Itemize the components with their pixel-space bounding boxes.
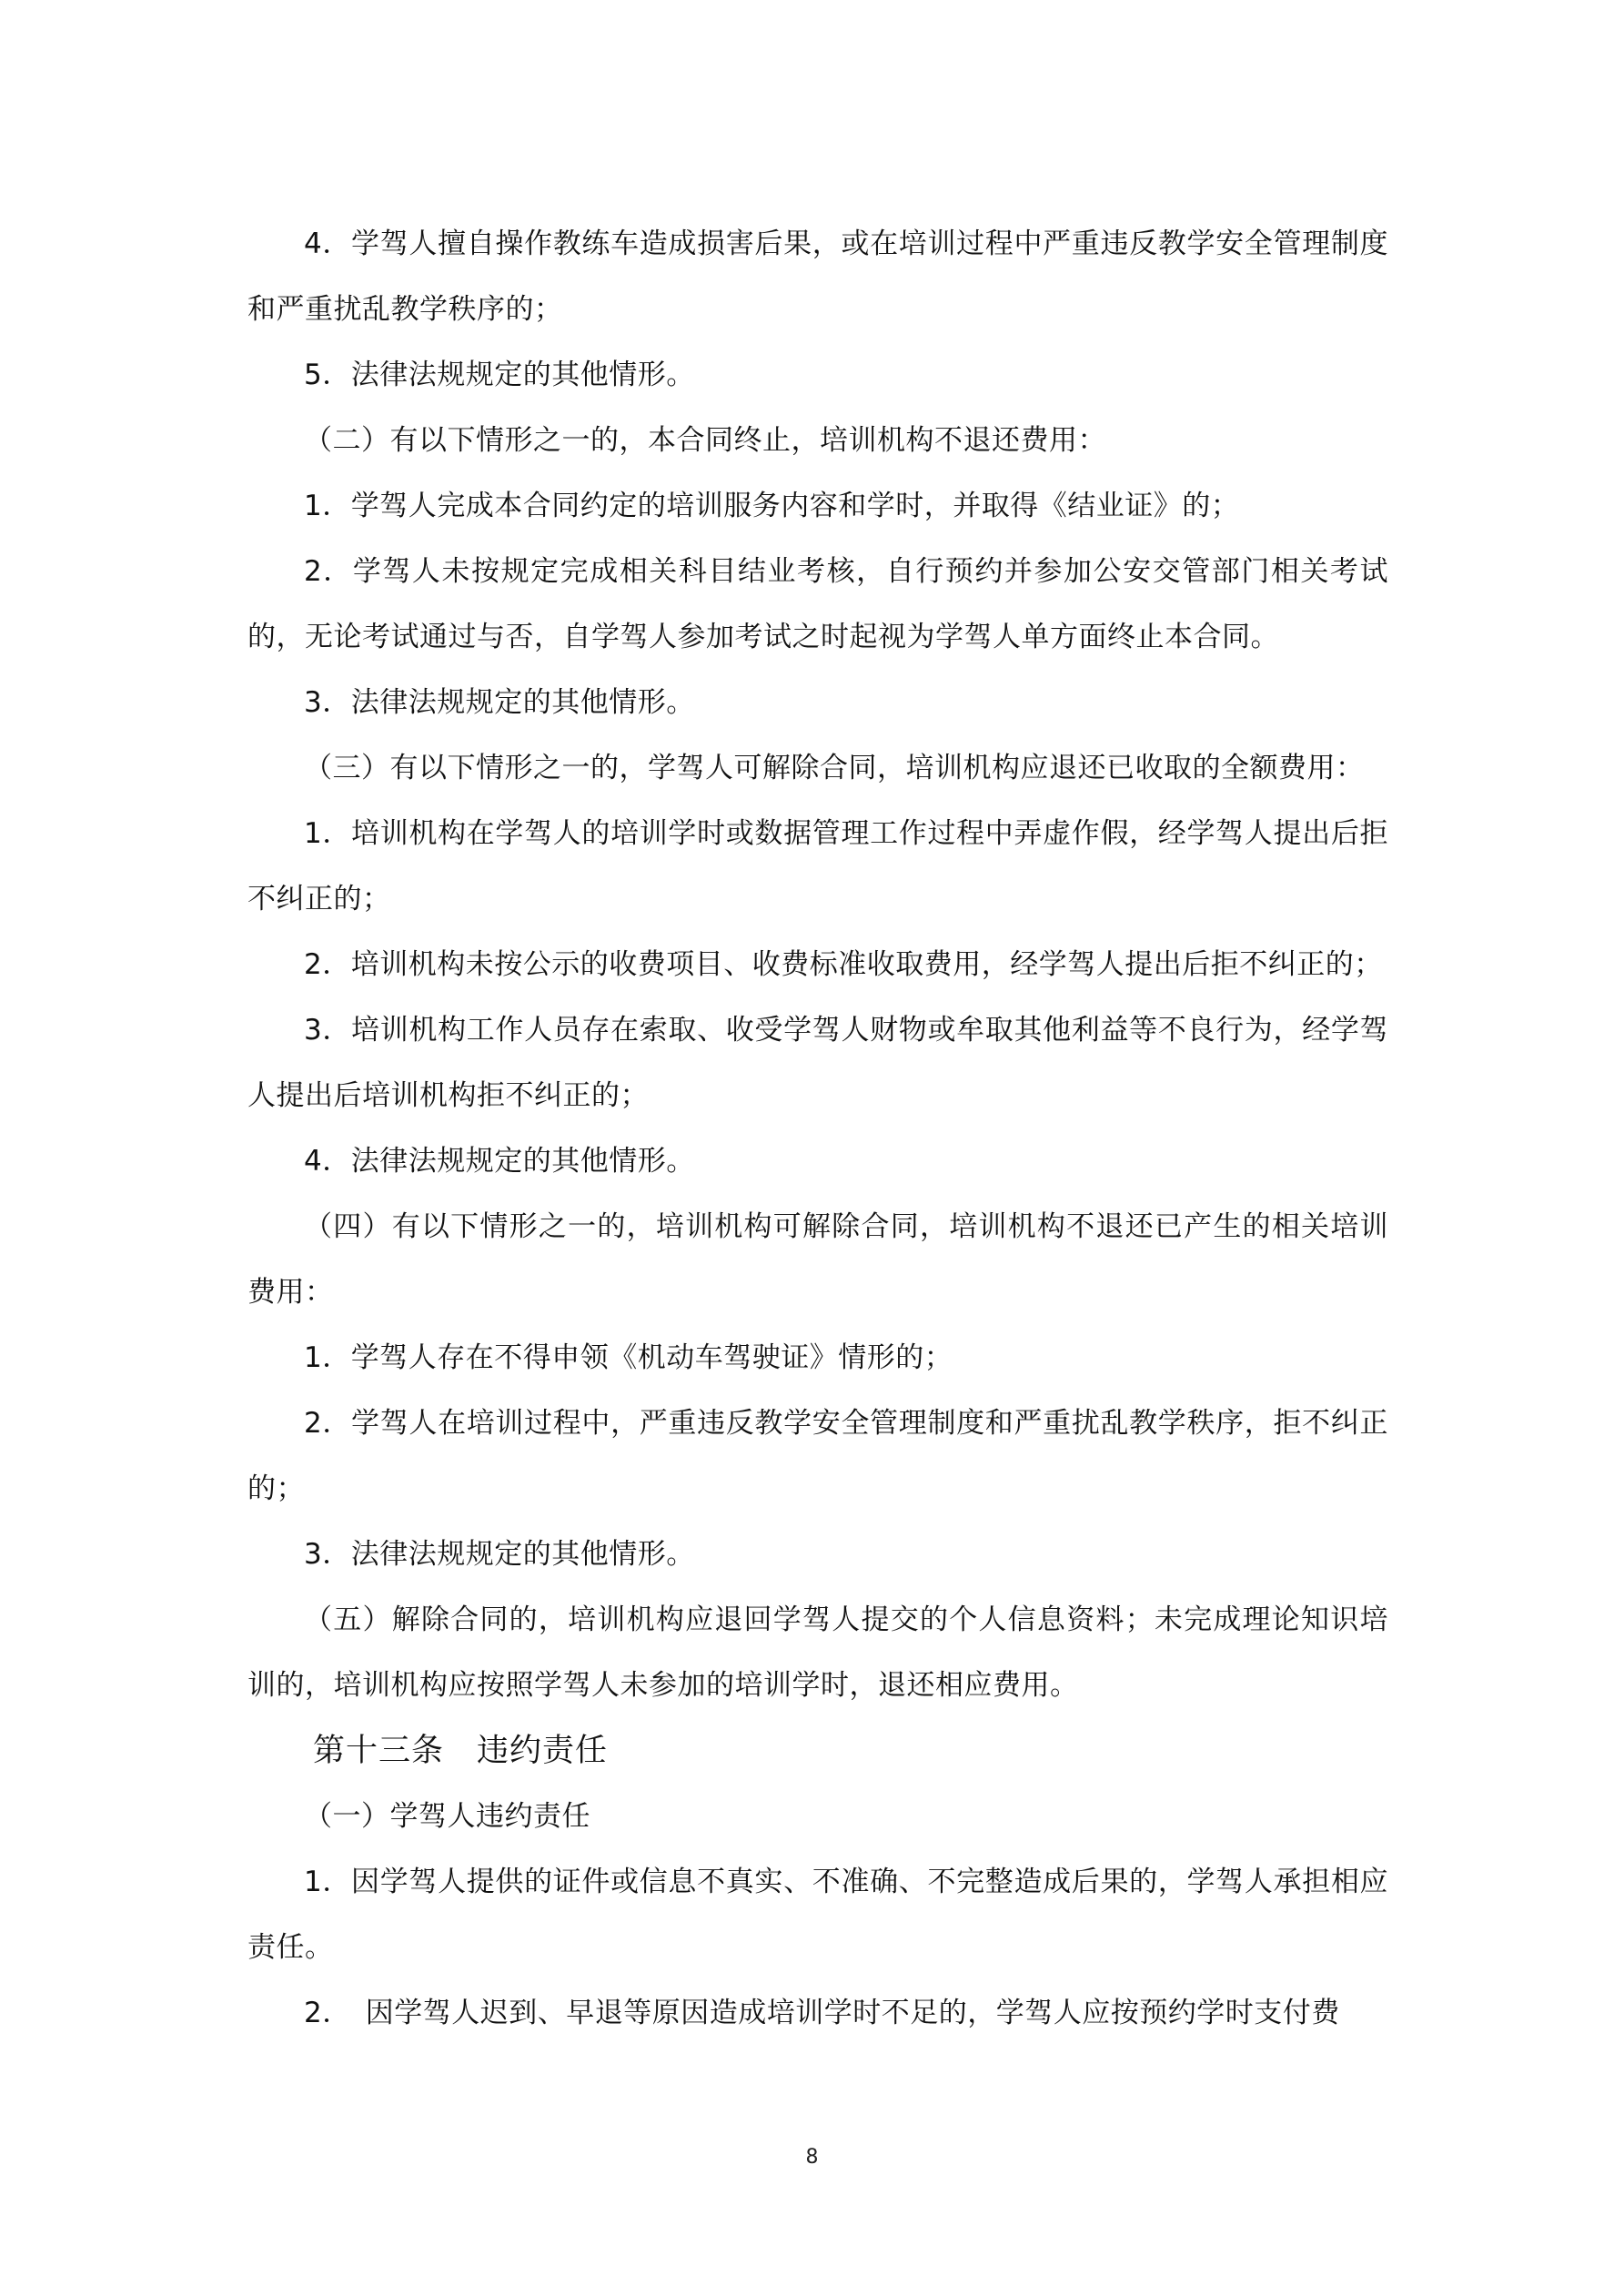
clause-paragraph: 1．学驾人存在不得申领《机动车驾驶证》情形的； [304, 1341, 953, 1374]
page-body [247, 211, 1388, 2046]
section-paragraph: （五）解除合同的，培训机构应退回学驾人提交的个人信息资料；未完成理论知识培训的，培训机构应按照学驾人未参加的培训学时，退还相应费用。 [247, 1603, 1388, 1702]
clause-paragraph: 1．因学驾人提供的证件或信息不真实、不准确、不完整造成后果的，学驾人承担相应责任。 [247, 1866, 1388, 1964]
section-paragraph: （三）有以下情形之一的，学驾人可解除合同，培训机构应退还已收取的全额费用： [304, 752, 1365, 784]
clause-paragraph: 4．法律法规规定的其他情形。 [304, 1145, 695, 1178]
section-paragraph: （一）学驾人违约责任 [304, 1800, 590, 1833]
clause-paragraph: 4．学驾人擅自操作教练车造成损害后果，或在培训过程中严重违反教学安全管理制度和严重扰乱教学秩序的； [247, 228, 1388, 326]
section-paragraph: （四）有以下情形之一的，培训机构可解除合同，培训机构不退还已产生的相关培训费用： [247, 1210, 1388, 1309]
clause-paragraph: 1．学驾人完成本合同约定的培训服务内容和学时，并取得《结业证》的； [304, 490, 1240, 522]
clause-paragraph: 5．法律法规规定的其他情形。 [304, 359, 695, 391]
page-number: 8 [805, 2146, 819, 2169]
clause-paragraph: 3．法律法规规定的其他情形。 [304, 686, 695, 719]
clause-paragraph: 2． 因学驾人迟到、早退等原因造成培训学时不足的，学驾人应按预约学时支付费 [304, 1997, 1340, 2029]
clause-paragraph: 3．法律法规规定的其他情形。 [304, 1538, 695, 1571]
clause-paragraph: 2．学驾人在培训过程中，严重违反教学安全管理制度和严重扰乱教学秩序，拒不纠正的； [247, 1407, 1388, 1505]
article-heading: 第十三条 违约责任 [313, 1733, 609, 1769]
clause-paragraph: 3．培训机构工作人员存在索取、收受学驾人财物或牟取其他利益等不良行为，经学驾人提出后培训机构拒不纠正的； [247, 1014, 1388, 1112]
clause-paragraph: 2．培训机构未按公示的收费项目、收费标准收取费用，经学驾人提出后拒不纠正的； [304, 948, 1383, 981]
section-paragraph: （二）有以下情形之一的，本合同终止，培训机构不退还费用： [304, 424, 1106, 457]
clause-paragraph: 2．学驾人未按规定完成相关科目结业考核，自行预约并参加公安交管部门相关考试的，无论考试通过与否，自学驾人参加考试之时起视为学驾人单方面终止本合同。 [247, 555, 1388, 653]
clause-paragraph: 1．培训机构在学驾人的培训学时或数据管理工作过程中弄虚作假，经学驾人提出后拒不纠正的； [247, 817, 1388, 915]
